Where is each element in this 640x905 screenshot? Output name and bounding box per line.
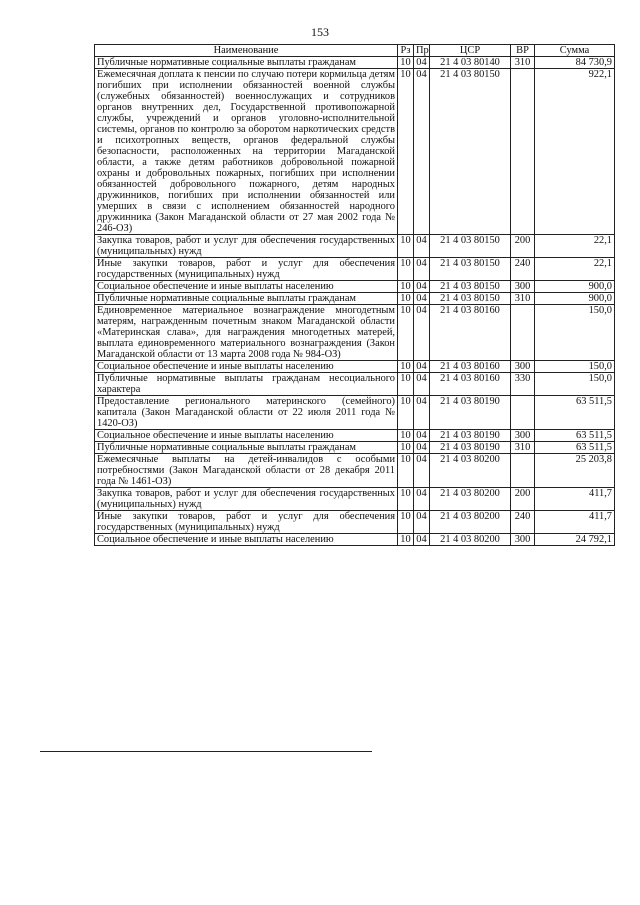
- cell-pr: 04: [414, 258, 430, 281]
- cell-rz: 10: [398, 442, 414, 454]
- table-row: [95, 373, 615, 396]
- cell-csr: 21 4 03 80190: [430, 396, 511, 430]
- cell-name: Ежемесячная доплата к пенсии по случаю потери кормильца детям погибших при исполнении обязанностей военной службы (служебных обязанностей) военнослужащих и сотрудников органов внутренних дел, Государственной противопожарной службы, учреждений и органов уголовно-исполнительной системы, органов по контролю за оборотом наркотических средств и психотропных веществ, органов федеральной службы безопасности, расположенных на территории Магаданской области, а также детям работников добровольной пожарной охраны и добровольных пожарных, погибших при исполнении обязанностей добровольного пожарного, детям народных дружинников, погибших при исполнении обязанностей или умерших в связи с исполнением обязанностей народного дружинника (Закон Магаданской области от 27 мая 2002 года № 246-ОЗ): [95, 69, 398, 235]
- cell-name: Публичные нормативные социальные выплаты гражданам: [95, 293, 398, 305]
- cell-rz: 10: [398, 488, 414, 511]
- cell-vr: 200: [511, 235, 535, 258]
- table-row: [95, 69, 615, 235]
- cell-name: Единовременное материальное вознаграждение многодетным матерям, награжденным почетным знаком Магаданской области «Материнская слава», для награждения многодетных матерей, выплата единовременного материального вознаграждения (Закон Магаданской области от 13 марта 2008 года № 984-ОЗ): [95, 305, 398, 361]
- footer-divider: [40, 751, 372, 752]
- table-row: [95, 488, 615, 511]
- cell-csr: 21 4 03 80160: [430, 305, 511, 361]
- header-vr: ВР: [511, 45, 535, 57]
- table-row: [95, 305, 615, 361]
- cell-sum: 63 511,5: [535, 396, 615, 430]
- cell-rz: 10: [398, 511, 414, 534]
- cell-vr: 300: [511, 281, 535, 293]
- cell-csr: 21 4 03 80150: [430, 281, 511, 293]
- cell-name: Закупка товаров, работ и услуг для обеспечения государственных (муниципальных) нужд: [95, 235, 398, 258]
- cell-sum: 900,0: [535, 281, 615, 293]
- cell-name: Публичные нормативные социальные выплаты гражданам: [95, 57, 398, 69]
- header-csr: ЦСР: [430, 45, 511, 57]
- cell-rz: 10: [398, 454, 414, 488]
- cell-pr: 04: [414, 534, 430, 546]
- cell-sum: 150,0: [535, 361, 615, 373]
- cell-name: Социальное обеспечение и иные выплаты населению: [95, 534, 398, 546]
- cell-csr: 21 4 03 80150: [430, 235, 511, 258]
- table-row: [95, 511, 615, 534]
- cell-pr: 04: [414, 69, 430, 235]
- cell-pr: 04: [414, 396, 430, 430]
- cell-rz: 10: [398, 361, 414, 373]
- cell-rz: 10: [398, 373, 414, 396]
- cell-vr: 240: [511, 258, 535, 281]
- cell-vr: [511, 396, 535, 430]
- cell-name: Публичные нормативные социальные выплаты гражданам: [95, 442, 398, 454]
- cell-name: Социальное обеспечение и иные выплаты населению: [95, 361, 398, 373]
- table-row: [95, 430, 615, 442]
- table-row: [95, 396, 615, 430]
- cell-vr: 200: [511, 488, 535, 511]
- cell-csr: 21 4 03 80190: [430, 442, 511, 454]
- cell-csr: 21 4 03 80140: [430, 57, 511, 69]
- cell-vr: 300: [511, 361, 535, 373]
- cell-pr: 04: [414, 235, 430, 258]
- cell-name: Закупка товаров, работ и услуг для обеспечения государственных (муниципальных) нужд: [95, 488, 398, 511]
- cell-csr: 21 4 03 80160: [430, 373, 511, 396]
- cell-sum: 900,0: [535, 293, 615, 305]
- cell-vr: 300: [511, 430, 535, 442]
- cell-name: Социальное обеспечение и иные выплаты населению: [95, 281, 398, 293]
- cell-csr: 21 4 03 80160: [430, 361, 511, 373]
- cell-sum: 22,1: [535, 235, 615, 258]
- cell-pr: 04: [414, 442, 430, 454]
- cell-vr: 310: [511, 293, 535, 305]
- cell-vr: 330: [511, 373, 535, 396]
- cell-csr: 21 4 03 80200: [430, 534, 511, 546]
- header-rz: Рз: [398, 45, 414, 57]
- cell-pr: 04: [414, 430, 430, 442]
- header-pr: Пр: [414, 45, 430, 57]
- cell-pr: 04: [414, 373, 430, 396]
- cell-sum: 411,7: [535, 488, 615, 511]
- cell-sum: 150,0: [535, 305, 615, 361]
- table-row: [95, 235, 615, 258]
- table-row: [95, 57, 615, 69]
- cell-vr: 240: [511, 511, 535, 534]
- cell-sum: 922,1: [535, 69, 615, 235]
- table-row: [95, 293, 615, 305]
- table-header-row: [95, 45, 615, 57]
- cell-rz: 10: [398, 69, 414, 235]
- cell-csr: 21 4 03 80200: [430, 488, 511, 511]
- cell-name: Предоставление регионального материнского (семейного) капитала (Закон Магаданской области от 22 июля 2011 года № 1420-ОЗ): [95, 396, 398, 430]
- cell-csr: 21 4 03 80190: [430, 430, 511, 442]
- cell-rz: 10: [398, 258, 414, 281]
- cell-vr: 310: [511, 442, 535, 454]
- cell-pr: 04: [414, 57, 430, 69]
- cell-vr: 310: [511, 57, 535, 69]
- cell-pr: 04: [414, 488, 430, 511]
- cell-pr: 04: [414, 305, 430, 361]
- cell-csr: 21 4 03 80150: [430, 69, 511, 235]
- cell-sum: 63 511,5: [535, 442, 615, 454]
- cell-pr: 04: [414, 293, 430, 305]
- cell-csr: 21 4 03 80150: [430, 293, 511, 305]
- cell-pr: 04: [414, 454, 430, 488]
- cell-rz: 10: [398, 293, 414, 305]
- cell-sum: 25 203,8: [535, 454, 615, 488]
- table-row: [95, 454, 615, 488]
- table-row: [95, 258, 615, 281]
- cell-sum: 63 511,5: [535, 430, 615, 442]
- cell-pr: 04: [414, 281, 430, 293]
- cell-rz: 10: [398, 396, 414, 430]
- cell-name: Социальное обеспечение и иные выплаты населению: [95, 430, 398, 442]
- cell-name: Иные закупки товаров, работ и услуг для обеспечения государственных (муниципальных) нужд: [95, 511, 398, 534]
- cell-sum: 150,0: [535, 373, 615, 396]
- cell-rz: 10: [398, 305, 414, 361]
- cell-vr: [511, 69, 535, 235]
- table-row: [95, 534, 615, 546]
- table-row: [95, 281, 615, 293]
- cell-sum: 24 792,1: [535, 534, 615, 546]
- cell-sum: 411,7: [535, 511, 615, 534]
- cell-name: Иные закупки товаров, работ и услуг для обеспечения государственных (муниципальных) нужд: [95, 258, 398, 281]
- cell-vr: [511, 305, 535, 361]
- header-sum: Сумма: [535, 45, 615, 57]
- cell-rz: 10: [398, 430, 414, 442]
- table-row: [95, 361, 615, 373]
- cell-pr: 04: [414, 511, 430, 534]
- cell-rz: 10: [398, 57, 414, 69]
- cell-rz: 10: [398, 281, 414, 293]
- cell-rz: 10: [398, 235, 414, 258]
- cell-pr: 04: [414, 361, 430, 373]
- cell-csr: 21 4 03 80200: [430, 454, 511, 488]
- cell-name: Ежемесячные выплаты на детей-инвалидов с особыми потребностями (Закон Магаданской области от 28 декабря 2011 года № 1461-ОЗ): [95, 454, 398, 488]
- budget-table: [94, 44, 615, 546]
- cell-csr: 21 4 03 80150: [430, 258, 511, 281]
- cell-csr: 21 4 03 80200: [430, 511, 511, 534]
- header-name: Наименование: [95, 45, 398, 57]
- cell-name: Публичные нормативные выплаты гражданам несоциального характера: [95, 373, 398, 396]
- cell-vr: 300: [511, 534, 535, 546]
- table-row: [95, 442, 615, 454]
- page-number: 153: [311, 25, 329, 39]
- cell-sum: 84 730,9: [535, 57, 615, 69]
- cell-rz: 10: [398, 534, 414, 546]
- cell-vr: [511, 454, 535, 488]
- cell-sum: 22,1: [535, 258, 615, 281]
